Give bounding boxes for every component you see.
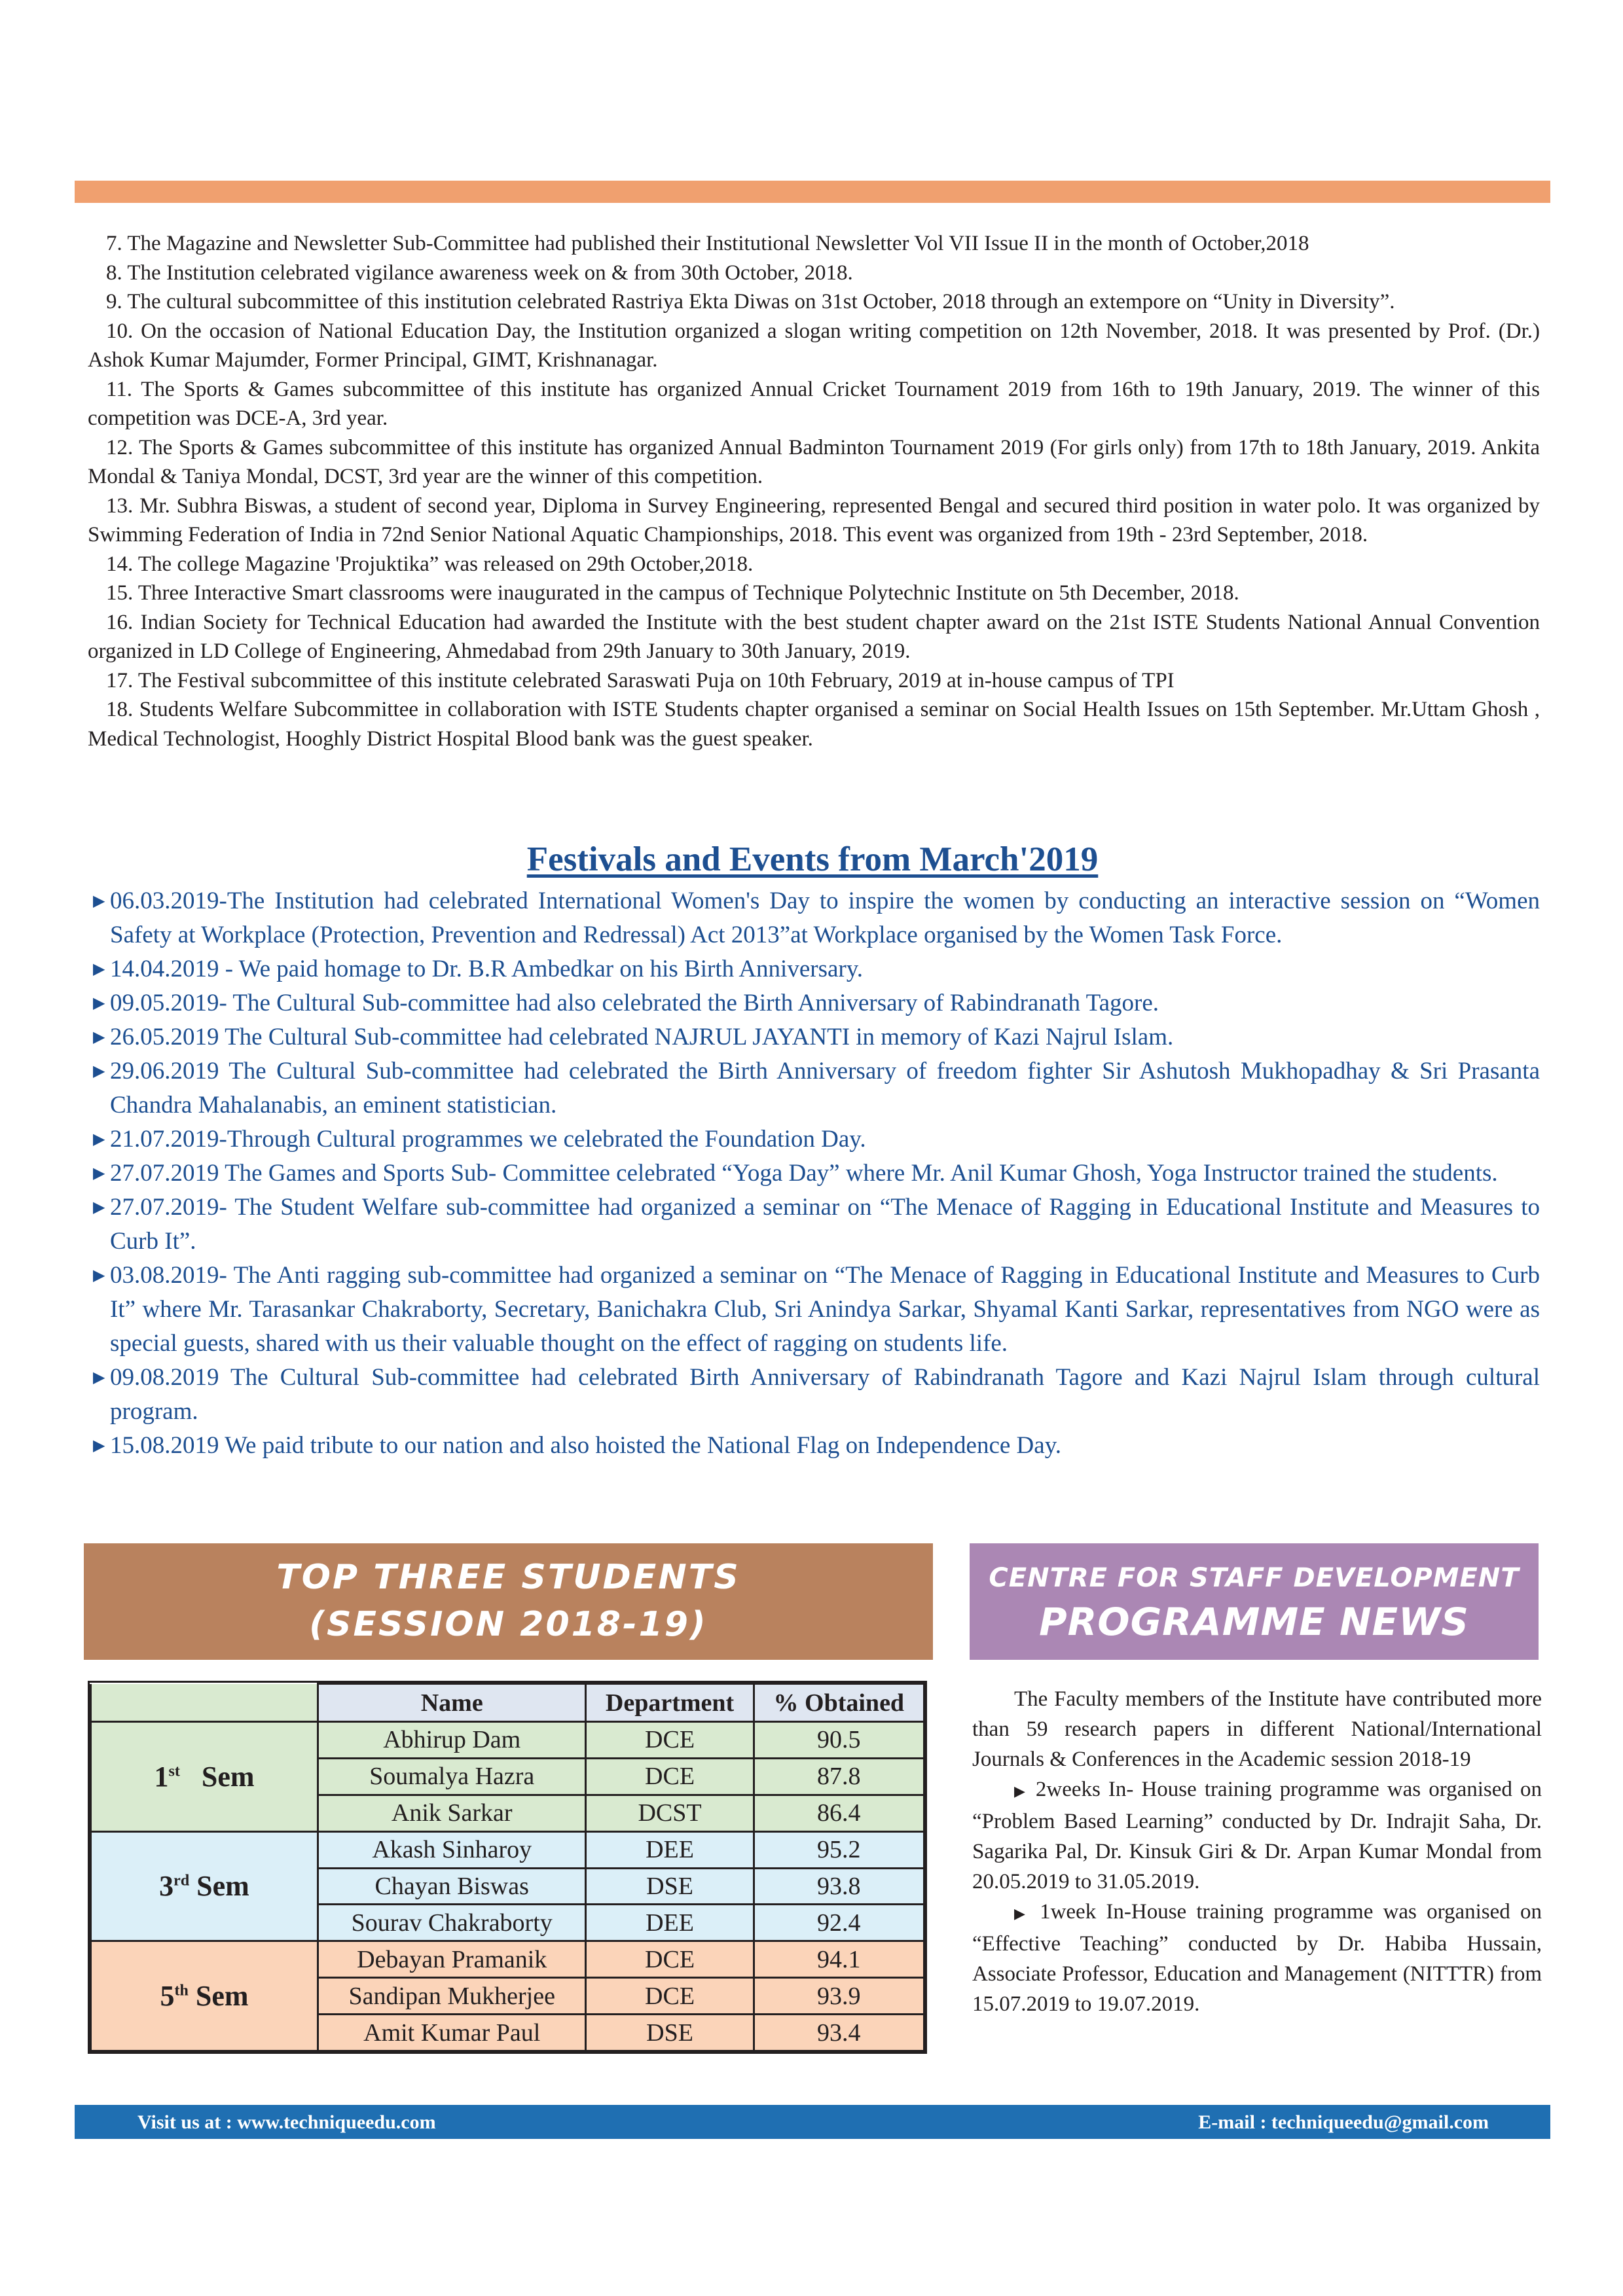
table-header-blank xyxy=(91,1684,318,1722)
festival-text: 27.07.2019 The Games and Sports Sub- Committee celebrated “Yoga Day” where Mr. Anil Kumar Ghosh, Yoga Instructor trained the students. xyxy=(110,1160,1498,1187)
news-item: 18. Students Welfare Subcommittee in collaboration with ISTE Students chapter organised a seminar on Social Health Issues on 15th September. Mr.Uttam Ghosh , Medical Technologist, Hooghly District Hospital Blood bank was the guest speaker. xyxy=(88,698,1540,751)
festival-text: 26.05.2019 The Cultural Sub-committee had celebrated NAJRUL JAYANTI in memory of Kazi Najrul Islam. xyxy=(110,1024,1174,1050)
student-department: DSE xyxy=(586,1868,754,1905)
news-item: 12. The Sports & Games subcommittee of this institute has organized Annual Badminton Tournament 2019 (For girls only) from 17th to 18th January, 2019. Ankita Mondal & Taniya Mondal, DCST, 3rd year are the winner of this competition. xyxy=(88,435,1540,488)
semester-label xyxy=(91,1831,318,1941)
semester-word: Sem xyxy=(196,1870,249,1903)
student-percent: 90.5 xyxy=(754,1722,924,1759)
semester-number: 1 xyxy=(154,1760,169,1793)
table-row xyxy=(91,1831,924,1868)
triangle-right-icon: ▶ xyxy=(1014,1783,1028,1799)
student-department: DCE xyxy=(586,1722,754,1759)
triangle-right-icon: ▶ xyxy=(93,1267,105,1284)
student-department: DCE xyxy=(586,1978,754,2015)
news-item: 13. Mr. Subhra Biswas, a student of second year, Diploma in Survey Engineering, represented Bengal and secured third position in water polo. It was organized by Swimming Federation of India in 72nd Senior National Aquatic Championships, 2018. This event was organized from 19th - 23rd September, 2018. xyxy=(88,493,1540,547)
semester-number: 3 xyxy=(159,1870,174,1903)
email-link[interactable]: E-mail : techniqueedu@gmail.com xyxy=(1198,2111,1489,2133)
festival-item xyxy=(93,1054,1540,1122)
triangle-right-icon: ▶ xyxy=(93,893,105,910)
news-item: 9. The cultural subcommittee of this institution celebrated Rastriya Ekta Diwas on 31st October, 2018 through an extempore on “Unity in Diversity”. xyxy=(106,290,1395,314)
news-item: 7. The Magazine and Newsletter Sub-Committee had published their Institutional Newsletter Vol VII Issue II in the month of October,2018 xyxy=(106,232,1309,255)
news-item: 16. Indian Society for Technical Education had awarded the Institute with the best student chapter award on the 21st ISTE Students National Annual Convention organized in LD College of Engineering, Ahmedabad from 29th January to 30th January, 2019. xyxy=(88,610,1540,663)
student-name: Sandipan Mukherjee xyxy=(318,1978,586,2015)
semester-suffix: th xyxy=(174,1982,189,2000)
staff-development-banner-line1: CENTRE FOR STAFF DEVELOPMENT xyxy=(989,1563,1520,1593)
festival-item xyxy=(93,1191,1540,1259)
student-name: Chayan Biswas xyxy=(318,1868,586,1905)
student-name: Akash Sinharoy xyxy=(318,1831,586,1868)
table-header-row xyxy=(91,1684,924,1722)
news-item: 15. Three Interactive Smart classrooms were inaugurated in the campus of Technique Polytechnic Institute on 5th December, 2018. xyxy=(106,581,1239,605)
triangle-right-icon: ▶ xyxy=(93,1199,105,1216)
triangle-right-icon: ▶ xyxy=(93,961,105,978)
csd-paragraph-text: 1week In-House training programme was organised on “Effective Teaching” conducted by Dr. Habiba Hussain, Associate Professor, Education and Management (NITTTR) from 15.07.2019 to 19.07.2019. xyxy=(972,1900,1542,2016)
column-header-percent: % Obtained xyxy=(754,1684,924,1722)
festival-text: 15.08.2019 We paid tribute to our nation and also hoisted the National Flag on Independence Day. xyxy=(110,1432,1062,1459)
festival-item xyxy=(93,1429,1540,1463)
staff-development-news xyxy=(972,1684,1542,2019)
csd-paragraph-item xyxy=(972,1897,1542,2019)
news-item: 11. The Sports & Games subcommittee of this institute has organized Annual Cricket Tournament 2019 from 16th to 19th January, 2019. The winner of this competition was DCE-A, 3rd year. xyxy=(88,377,1540,430)
table-row xyxy=(91,1722,924,1759)
student-name: Anik Sarkar xyxy=(318,1795,586,1831)
student-name: Amit Kumar Paul xyxy=(318,2015,586,2051)
triangle-right-icon: ▶ xyxy=(1014,1905,1030,1922)
festival-text: 29.06.2019 The Cultural Sub-committee had celebrated the Birth Anniversary of freedom fighter Sir Ashutosh Mukhopadhay & Sri Prasanta Chandra Mahalanabis, an eminent statistician. xyxy=(110,1058,1540,1119)
csd-paragraph: The Faculty members of the Institute have contributed more than 59 research papers in different National/International Journals & Conferences in the Academic session 2018-19 xyxy=(972,1687,1542,1771)
top-students-banner-line2: (SESSION 2018-19) xyxy=(309,1605,708,1644)
festival-item xyxy=(93,1020,1540,1054)
footer-bar xyxy=(75,2105,1550,2139)
staff-development-banner xyxy=(970,1543,1539,1660)
semester-word: Sem xyxy=(195,1980,249,2013)
festival-item xyxy=(93,1157,1540,1191)
student-name: Debayan Pramanik xyxy=(318,1941,586,1978)
student-department: DCST xyxy=(586,1795,754,1831)
student-department: DSE xyxy=(586,2015,754,2051)
festival-text: 27.07.2019- The Student Welfare sub-committee had organized a seminar on “The Menace of Ragging in Educational Institute and Measures to Curb It”. xyxy=(110,1194,1540,1255)
news-item: 14. The college Magazine 'Projuktika” was released on 29th October,2018. xyxy=(106,552,754,576)
table-row xyxy=(91,1941,924,1978)
triangle-right-icon: ▶ xyxy=(93,1437,105,1454)
festival-text: 14.04.2019 - We paid homage to Dr. B.R Ambedkar on his Birth Anniversary. xyxy=(110,956,864,982)
top-students-table-wrapper xyxy=(88,1681,927,2054)
student-name: Abhirup Dam xyxy=(318,1722,586,1759)
student-percent: 94.1 xyxy=(754,1941,924,1978)
student-percent: 93.8 xyxy=(754,1868,924,1905)
top-students-table xyxy=(90,1683,925,2052)
semester-label xyxy=(91,1722,318,1832)
top-students-banner xyxy=(84,1543,933,1660)
top-students-banner-line1: TOP THREE STUDENTS xyxy=(276,1558,740,1597)
festival-text: 21.07.2019-Through Cultural programmes we celebrated the Foundation Day. xyxy=(110,1126,866,1153)
column-header-department: Department xyxy=(586,1684,754,1722)
semester-suffix: st xyxy=(168,1763,180,1780)
triangle-right-icon: ▶ xyxy=(93,995,105,1012)
student-percent: 93.9 xyxy=(754,1978,924,2015)
triangle-right-icon: ▶ xyxy=(93,1131,105,1148)
student-department: DEE xyxy=(586,1831,754,1868)
student-department: DEE xyxy=(586,1905,754,1941)
column-header-name: Name xyxy=(318,1684,586,1722)
festival-item xyxy=(93,986,1540,1020)
triangle-right-icon: ▶ xyxy=(93,1029,105,1046)
student-percent: 92.4 xyxy=(754,1905,924,1941)
festival-item xyxy=(93,952,1540,986)
top-decorative-bar xyxy=(75,181,1550,203)
triangle-right-icon: ▶ xyxy=(93,1369,105,1386)
semester-number: 5 xyxy=(160,1980,175,2013)
student-percent: 87.8 xyxy=(754,1758,924,1795)
semester-word: Sem xyxy=(201,1760,255,1793)
news-item: 8. The Institution celebrated vigilance awareness week on & from 30th October, 2018. xyxy=(106,260,853,285)
festival-text: 09.08.2019 The Cultural Sub-committee had celebrated Birth Anniversary of Rabindranath Tagore and Kazi Najrul Islam through cultural program. xyxy=(110,1364,1540,1425)
news-list xyxy=(88,229,1540,753)
festival-item xyxy=(93,884,1540,952)
festivals-list xyxy=(93,884,1540,1463)
student-percent: 95.2 xyxy=(754,1831,924,1868)
student-percent: 93.4 xyxy=(754,2015,924,2051)
student-department: DCE xyxy=(586,1941,754,1978)
festivals-heading: Festivals and Events from March'2019 xyxy=(526,840,1099,878)
website-link[interactable]: Visit us at : www.techniqueedu.com xyxy=(137,2111,436,2133)
student-name: Soumalya Hazra xyxy=(318,1758,586,1795)
csd-paragraph-text: 2weeks In- House training programme was organised on “Problem Based Learning” conducted by Dr. Indrajit Saha, Dr. Sagarika Pal, Dr. Kinsuk Giri & Dr. Arpan Kumar Mondal from 20.05.2019 to 31.05.2019. xyxy=(972,1778,1542,1893)
festival-text: 09.05.2019- The Cultural Sub-committee had also celebrated the Birth Anniversary of Rabindranath Tagore. xyxy=(110,990,1159,1016)
semester-suffix: rd xyxy=(173,1872,190,1890)
festival-item xyxy=(93,1259,1540,1361)
news-item: 10. On the occasion of National Education Day, the Institution organized a slogan writing competition on 12th November, 2018. It was presented by Prof. (Dr.) Ashok Kumar Majumder, Former Principal, GIMT, Krishnanagar. xyxy=(88,319,1540,372)
student-percent: 86.4 xyxy=(754,1795,924,1831)
triangle-right-icon: ▶ xyxy=(93,1165,105,1182)
festival-item xyxy=(93,1361,1540,1429)
triangle-right-icon: ▶ xyxy=(93,1063,105,1080)
student-department: DCE xyxy=(586,1758,754,1795)
festival-text: 06.03.2019-The Institution had celebrated International Women's Day to inspire the women by conducting an interactive session on “Women Safety at Workplace (Protection, Prevention and Redressal) Act 2013”at Workplace organised by the Women Task Force. xyxy=(110,888,1540,948)
festival-text: 03.08.2019- The Anti ragging sub-committee had organized a seminar on “The Menace of Ragging in Educational Institute and Measures to Curb It” where Mr. Tarasankar Chakraborty, Secretary, Banichakra Club, Sri Anindya Sarkar, Shyamal Kanti Sarkar, representatives from NGO were as special guests, shared with us their valuable thought on the effect of ragging on students life. xyxy=(110,1262,1540,1357)
semester-label xyxy=(91,1941,318,2051)
staff-development-banner-line2: PROGRAMME NEWS xyxy=(1039,1600,1469,1644)
festival-item xyxy=(93,1122,1540,1157)
news-item: 17. The Festival subcommittee of this institute celebrated Saraswati Puja on 10th February, 2019 at in-house campus of TPI xyxy=(106,668,1175,692)
csd-paragraph-item xyxy=(972,1774,1542,1897)
student-name: Sourav Chakraborty xyxy=(318,1905,586,1941)
